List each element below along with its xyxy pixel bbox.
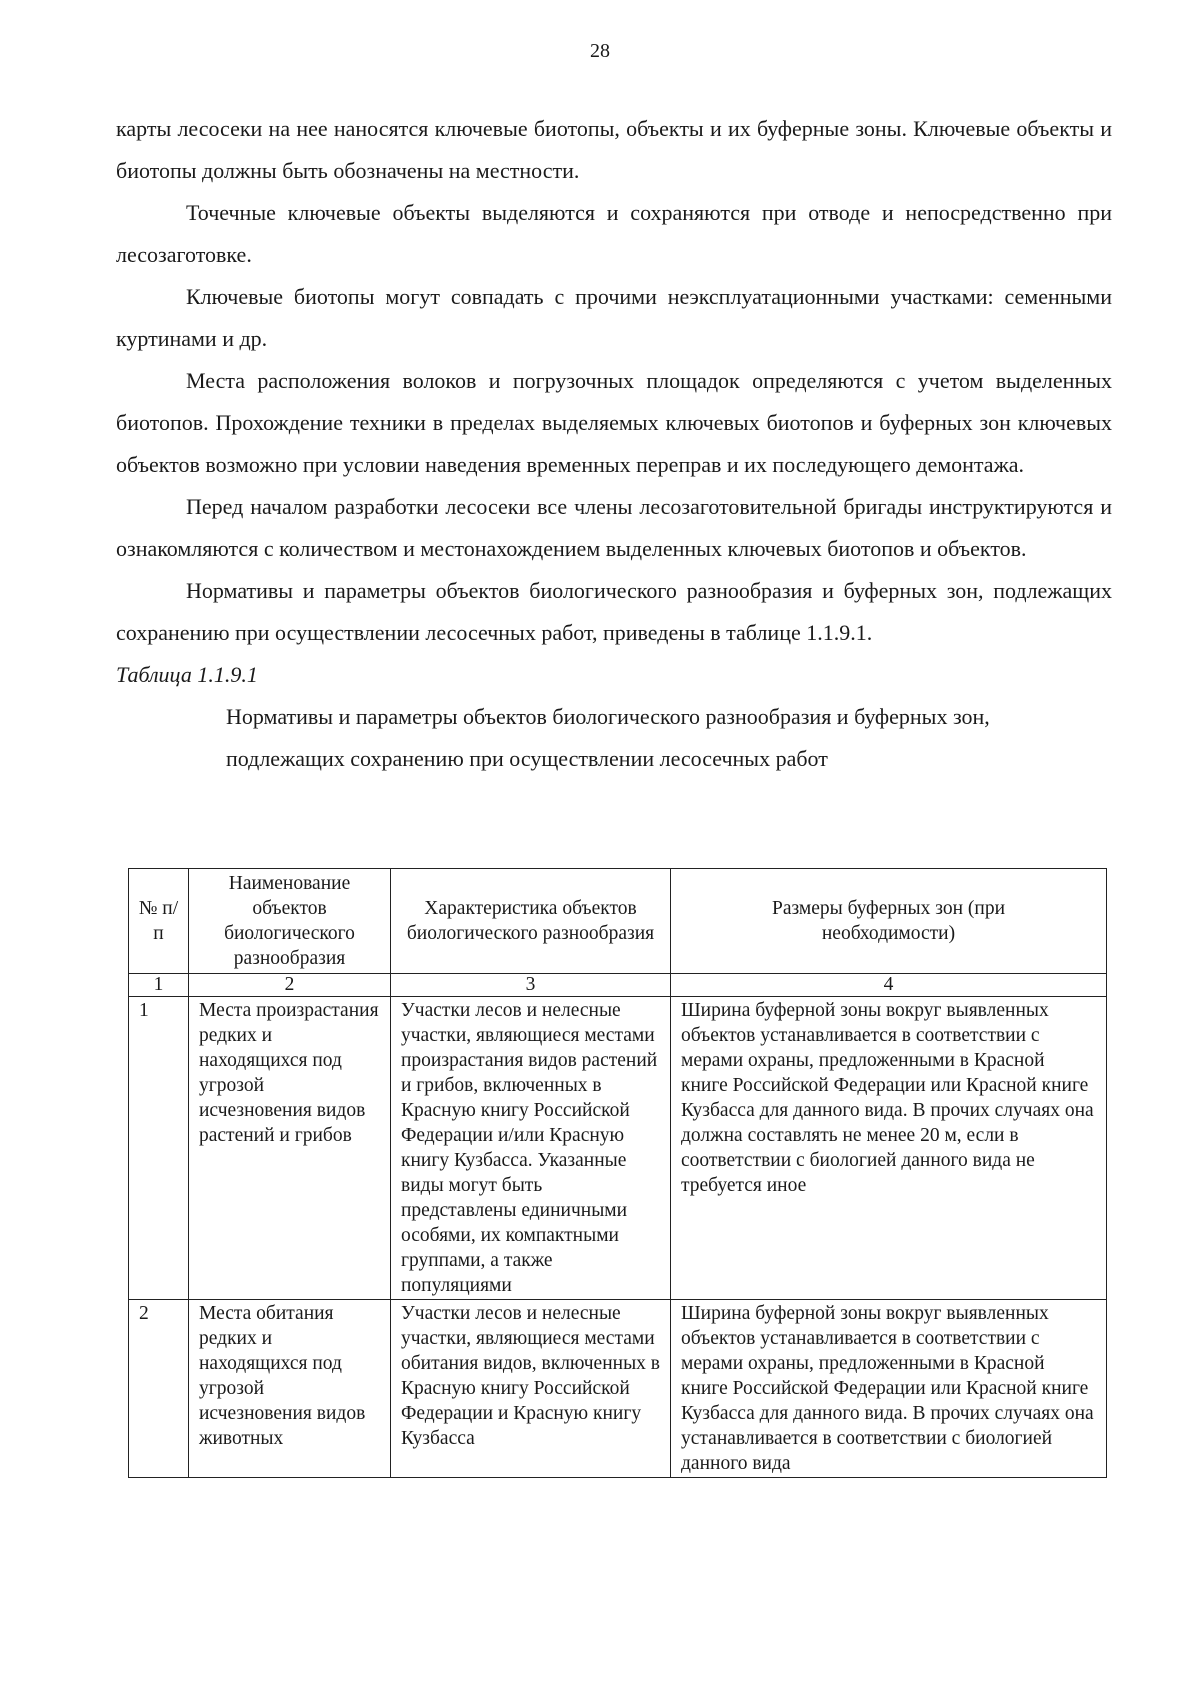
row-name: Места обитания редких и находящихся под угрозой исчезновения видов животных (189, 1300, 391, 1478)
header-buffer: Размеры буферных зон (при необходимости) (671, 869, 1107, 974)
header-name: Наименование объектов биологического разнообразия (189, 869, 391, 974)
row-characteristic: Участки лесов и нелесные участки, являющиеся местами произрастания видов растений и грибов, включенных в Красную книгу Российской Федерации и/или Красную книгу Кузбасса. Указанные виды могут быть представлены единичными особями, их компактными группами, а также популяциями (391, 997, 671, 1300)
paragraph: Места расположения волоков и погрузочных площадок определяются с учетом выделенных биотопов. Прохождение техники в пределах выделяемых ключевых биотопов и буферных зон ключевых объектов возможно при условии наведения временных переправ и их последующего демонтажа. (116, 368, 1112, 477)
paragraph: Нормативы и параметры объектов биологического разнообразия и буферных зон, подлежащих сохранению при осуществлении лесосечных работ, приведены в таблице 1.1.9.1. (116, 578, 1112, 645)
table-row (129, 1300, 1107, 1478)
page-number: 28 (590, 40, 610, 62)
table-label: Таблица 1.1.9.1 (116, 662, 258, 687)
paragraph: Ключевые биотопы могут совпадать с прочими неэксплуатационными участками: семенными куртинами и др. (116, 284, 1112, 351)
table-header-row (129, 869, 1107, 974)
paragraph: карты лесосеки на нее наносятся ключевые биотопы, объекты и их буферные зоны. Ключевые объекты и биотопы должны быть обозначены на местности. (116, 116, 1112, 183)
row-characteristic: Участки лесов и нелесные участки, являющиеся местами обитания видов, включенных в Красную книгу Российской Федерации и Красную книгу Кузбасса (391, 1300, 671, 1478)
paragraph: Перед началом разработки лесосеки все члены лесозаготовительной бригады инструктируются и ознакомляются с количеством и местонахождением выделенных ключевых биотопов и объектов. (116, 494, 1112, 561)
row-name: Места произрастания редких и находящихся под угрозой исчезновения видов растений и грибов (189, 997, 391, 1300)
biodiversity-table (128, 868, 1107, 1478)
table-row (129, 997, 1107, 1300)
column-number: 3 (391, 974, 671, 997)
header-characteristic: Характеристика объектов биологического разнообразия (391, 869, 671, 974)
column-number-row (129, 974, 1107, 997)
table-title-line1: Нормативы и параметры объектов биологического разнообразия и буферных зон, (226, 704, 990, 729)
column-number: 4 (671, 974, 1107, 997)
header-num: № п/п (129, 869, 189, 974)
row-num: 1 (129, 997, 189, 1300)
paragraph: Точечные ключевые объекты выделяются и сохраняются при отводе и непосредственно при лесозаготовке. (116, 200, 1112, 267)
column-number: 2 (189, 974, 391, 997)
row-buffer: Ширина буферной зоны вокруг выявленных объектов устанавливается в соответствии с мерами охраны, предложенными в Красной книге Российской Федерации или Красной книге Кузбасса для данного вида. В прочих случаях она устанавливается в соответствии с биологией данного вида (671, 1300, 1107, 1478)
row-num: 2 (129, 1300, 189, 1478)
column-number: 1 (129, 974, 189, 997)
row-buffer: Ширина буферной зоны вокруг выявленных объектов устанавливается в соответствии с мерами охраны, предложенными в Красной книге Российской Федерации или Красной книге Кузбасса для данного вида. В прочих случаях она должна составлять не менее 20 м, если в соответствии с биологией данного вида не требуется иное (671, 997, 1107, 1300)
body-text (116, 108, 1112, 780)
table-title-line2: подлежащих сохранению при осуществлении лесосечных работ (226, 746, 828, 771)
